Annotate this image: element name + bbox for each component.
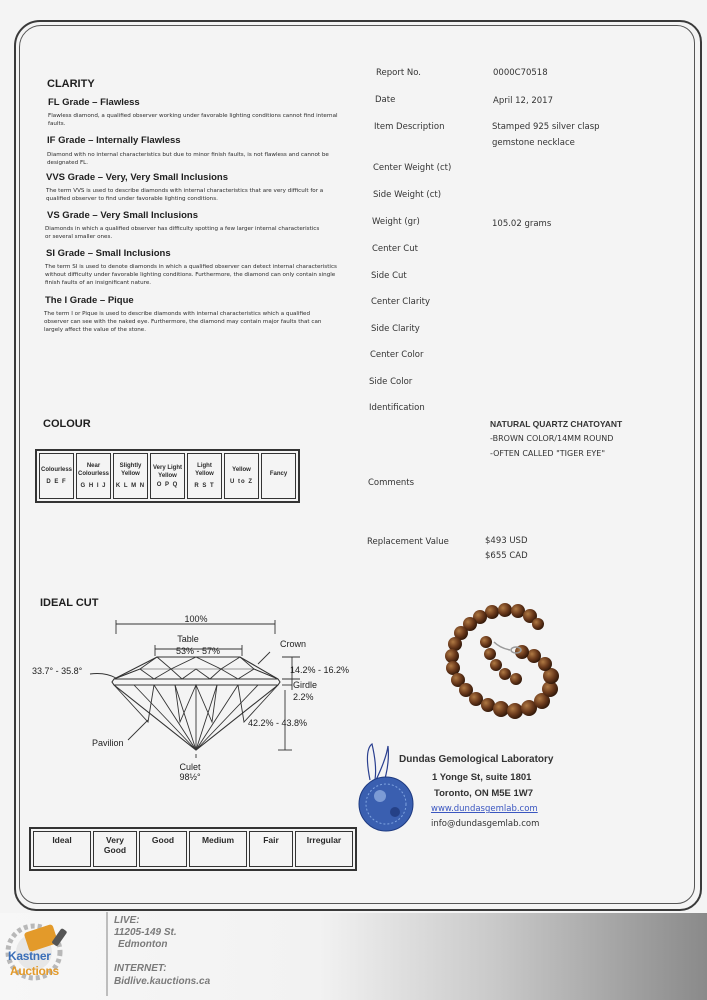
- colour-cell-label: Yellow: [232, 467, 251, 473]
- colour-title: COLOUR: [43, 418, 91, 430]
- girdle-pct-label: 2.2%: [293, 692, 314, 702]
- pavilion-label: Pavilion: [92, 738, 124, 748]
- crown-height-label: 14.2% - 16.2%: [290, 665, 350, 675]
- girdle-label: Girdle: [293, 680, 318, 690]
- report-value: 105.02 grams: [492, 219, 552, 229]
- footer-divider: [106, 912, 108, 996]
- report-label: Center Clarity: [371, 297, 431, 307]
- report-label: Report No.: [376, 68, 421, 78]
- colour-cell-label: Slightly Yellow: [119, 463, 142, 477]
- table-range-label: 53% - 57%: [175, 646, 221, 656]
- cut-grade-cell: Good: [139, 831, 187, 867]
- pavilion-depth-label: 42.2% - 43.8%: [248, 718, 308, 728]
- colour-cell-label: Very Light Yellow: [152, 464, 182, 479]
- colour-cell-label: Colourless: [40, 467, 72, 473]
- clarity-grade-heading: The I Grade – Pique: [45, 295, 134, 306]
- report-label: Side Clarity: [371, 324, 420, 334]
- necklace-photo: [430, 598, 570, 738]
- report-label: Identification: [369, 403, 425, 413]
- colour-cell-label: Light Yellow: [195, 463, 214, 477]
- colour-cell: [150, 453, 185, 499]
- replacement-usd: $493 USD: [485, 536, 528, 546]
- cut-grade-cell: Fair: [249, 831, 293, 867]
- report-label: Center Color: [370, 350, 424, 360]
- width-pct-label: 100%: [184, 614, 208, 624]
- colour-cell-grades: O P Q: [156, 481, 179, 488]
- clarity-grade-heading: SI Grade – Small Inclusions: [46, 248, 171, 259]
- colour-cell: [224, 453, 259, 499]
- colour-cell: [39, 453, 74, 499]
- report-value: 0000C70518: [493, 68, 548, 78]
- comments-label: Comments: [368, 478, 415, 488]
- diamond-diagram: [30, 612, 350, 790]
- report-label: Side Cut: [371, 271, 407, 281]
- lab-email[interactable]: info@dundasgemlab.com: [431, 819, 540, 829]
- colour-cell-grades: U to Z: [230, 479, 253, 485]
- culet-value-label: 98½°: [179, 772, 201, 782]
- footer-live-address: 11205-149 St.: [114, 927, 177, 938]
- footer-live-label: LIVE:: [114, 915, 140, 926]
- clarity-grade-heading: IF Grade – Internally Flawless: [47, 135, 181, 146]
- report-label: Side Color: [369, 377, 413, 387]
- footer-internet-label: INTERNET:: [114, 963, 167, 974]
- clarity-grade-text: Diamonds in which a qualified observer has difficulty spotting a few larger internal characteristics or several smaller ones.: [45, 226, 320, 240]
- identification-line: NATURAL QUARTZ CHATOYANT: [490, 419, 623, 429]
- ideal-cut-title: IDEAL CUT: [40, 597, 99, 609]
- colour-cell: [187, 453, 222, 499]
- clarity-grade-text: The term VVS is used to describe diamonds with internal characteristics that are very difficult for a qualified observer to find under favorable lighting conditions.: [46, 188, 324, 202]
- lab-website-link[interactable]: www.dundasgemlab.com: [431, 804, 538, 814]
- clarity-grade-text: Flawless diamond, a qualified observer working under favorable lighting conditions cannot find internal faults.: [48, 113, 338, 127]
- lab-name: Dundas Gemological Laboratory: [399, 754, 554, 765]
- footer-internet-url[interactable]: Bidlive.kauctions.ca: [114, 976, 211, 987]
- colour-cell-label: Fancy: [269, 471, 288, 477]
- colour-scale-table: [35, 449, 300, 503]
- report-label: Item Description: [374, 122, 445, 132]
- clarity-grade-text: Diamond with no internal characteristics but due to minor finish faults, is not flawless and cannot be designated FL.: [47, 152, 329, 166]
- lab-address-2: Toronto, ON M5E 1W7: [434, 788, 534, 799]
- crown-label: Crown: [280, 639, 307, 649]
- clarity-grade-text: The term SI is used to denote diamonds in which a qualified observer can detect internal characteristics without difficulty under favorable lighting conditions. Furthermore, the diamond can only contain single finish faults of an insignificant nature.: [45, 264, 337, 286]
- identification-line: -OFTEN CALLED "TIGER EYE": [490, 449, 606, 458]
- report-label: Weight (gr): [372, 217, 420, 227]
- cut-grade-cell: Very Good: [93, 831, 137, 867]
- logo-text-kastner: Kastner: [8, 949, 51, 963]
- colour-cell: [261, 453, 296, 499]
- clarity-grade-heading: VS Grade – Very Small Inclusions: [47, 210, 199, 221]
- colour-cell-label: Near Colourless: [77, 463, 109, 477]
- report-label: Date: [375, 95, 396, 105]
- replacement-cad: $655 CAD: [485, 551, 528, 561]
- report-label: Center Cut: [372, 244, 418, 254]
- footer-live-city: Edmonton: [118, 939, 168, 950]
- clarity-grade-heading: FL Grade – Flawless: [48, 97, 140, 108]
- colour-cell-grades: D E F: [46, 479, 67, 485]
- clarity-grade-text: The term I or Pique is used to describe diamonds with internal characteristics which a qualified observer can see with the naked eye. Furthermore, the diamond may contain major faults that can largely affect the value of the stone.: [44, 311, 322, 333]
- colour-cell: [113, 453, 148, 499]
- cut-grade-table: [29, 827, 357, 871]
- clarity-grade-heading: VVS Grade – Very, Very Small Inclusions: [46, 172, 228, 183]
- report-value: April 12, 2017: [493, 96, 553, 106]
- cut-grade-cell: Irregular: [295, 831, 353, 867]
- report-label: Side Weight (ct): [373, 190, 442, 200]
- colour-cell-grades: K L M N: [115, 483, 146, 489]
- culet-label: Culet: [179, 762, 201, 772]
- table-label: Table: [177, 634, 199, 644]
- identification-line: -BROWN COLOR/14MM ROUND: [490, 434, 614, 443]
- replacement-label: Replacement Value: [367, 537, 449, 547]
- colour-cell-grades: G H I J: [80, 483, 107, 489]
- colour-cell: [76, 453, 111, 499]
- cut-grade-cell: Medium: [189, 831, 247, 867]
- logo-text-auctions: Auctions: [10, 964, 59, 978]
- clarity-title: CLARITY: [47, 78, 95, 90]
- cut-grade-cell: Ideal: [33, 831, 91, 867]
- crown-angle-label: 33.7° - 35.8°: [32, 666, 83, 676]
- report-label: Center Weight (ct): [373, 163, 452, 173]
- lab-address-1: 1 Yonge St, suite 1801: [432, 772, 532, 783]
- colour-cell-grades: R S T: [194, 483, 215, 489]
- report-value: Stamped 925 silver clasp gemstone necklace: [492, 122, 600, 148]
